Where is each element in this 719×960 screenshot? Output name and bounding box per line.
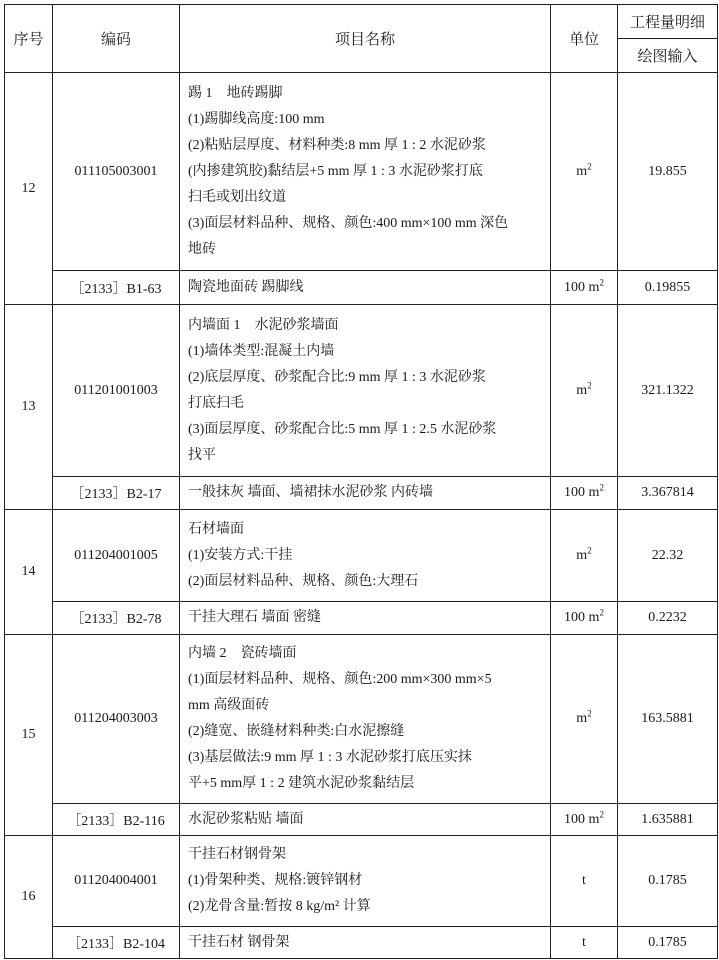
table-row-sub xyxy=(5,477,718,510)
code-cell: 011204004001 xyxy=(53,836,180,927)
description-cell xyxy=(180,510,551,602)
unit-superscript: 2 xyxy=(587,544,592,555)
code-cell: 011201001003 xyxy=(53,305,180,477)
code-cell: 011204003003 xyxy=(53,635,180,804)
table-row xyxy=(5,635,718,804)
unit-cell xyxy=(551,477,618,510)
quota-quantity-cell: 3.367814 xyxy=(618,477,718,510)
quota-quantity-cell: 0.2232 xyxy=(618,602,718,635)
header-qty-sub: 绘图输入 xyxy=(618,39,718,73)
description-line: (2)底层厚度、砂浆配合比:9 mm 厚 1 : 3 水泥砂浆 xyxy=(188,369,486,385)
quota-name-cell: 陶瓷地面砖 踢脚线 xyxy=(180,271,551,305)
description-cell xyxy=(180,836,551,927)
description-line: (3)面层材料品种、规格、颜色:400 mm×100 mm 深色 xyxy=(188,215,509,231)
description-line: 石材墙面 xyxy=(188,521,244,537)
quota-name-cell: 一般抹灰 墙面、墙裙抹水泥砂浆 内砖墙 xyxy=(180,477,551,510)
quota-code-cell: ［2133］B2-104 xyxy=(53,927,180,959)
unit-cell xyxy=(551,635,618,804)
unit-superscript: 2 xyxy=(599,808,604,819)
unit-text: m xyxy=(576,163,588,179)
table-row-sub xyxy=(5,271,718,305)
unit-text: t xyxy=(582,934,586,950)
unit-superscript: 2 xyxy=(587,160,592,171)
seq-cell: 14 xyxy=(5,510,53,635)
unit-cell xyxy=(551,804,618,836)
description-line: 踢 1 地砖踢脚 xyxy=(188,85,283,101)
unit-cell xyxy=(551,510,618,602)
quantity-table xyxy=(4,4,718,959)
unit-text: m xyxy=(576,711,588,726)
unit-superscript: 2 xyxy=(587,379,592,390)
unit-superscript: 2 xyxy=(599,276,604,287)
description-line: 地砖 xyxy=(188,241,216,257)
description-cell xyxy=(180,635,551,804)
unit-superscript: 2 xyxy=(599,607,604,618)
quota-name-cell: 干挂大理石 墙面 密缝 xyxy=(180,602,551,635)
quota-quantity-cell: 0.1785 xyxy=(618,927,718,959)
quota-code-cell: ［2133］B2-78 xyxy=(53,602,180,635)
quota-quantity-cell: 0.19855 xyxy=(618,271,718,305)
seq-cell: 16 xyxy=(5,836,53,959)
description-line: 扫毛或划出纹道 xyxy=(188,189,286,205)
description-line: (1)踢脚线高度:100 mm xyxy=(188,111,325,127)
header-name: 项目名称 xyxy=(180,5,551,73)
unit-text: m xyxy=(576,382,588,398)
table-header xyxy=(5,5,718,73)
description-line: (1)安装方式:干挂 xyxy=(188,547,293,563)
description-line: 干挂石材钢骨架 xyxy=(188,847,286,862)
description-line: 内墙 2 瓷砖墙面 xyxy=(188,646,297,661)
unit-text: m xyxy=(576,547,588,563)
header-seq: 序号 xyxy=(5,5,53,73)
description-cell xyxy=(180,305,551,477)
table-row-sub xyxy=(5,927,718,959)
description-line: (2)粘贴层厚度、材料种类:8 mm 厚 1 : 2 水泥砂浆 xyxy=(188,137,486,153)
unit-cell xyxy=(551,836,618,927)
header-qty-group: 工程量明细 xyxy=(618,5,718,39)
table-body xyxy=(5,73,718,959)
description-line: (2)龙骨含量:暂按 8 kg/m² 计算 xyxy=(188,899,371,914)
description-line: 内墙面 1 水泥砂浆墙面 xyxy=(188,317,339,333)
code-cell: 011105003001 xyxy=(53,73,180,271)
unit-superscript: 2 xyxy=(599,482,604,493)
description-line: mm 高级面砖 xyxy=(188,698,270,713)
unit-text: 100 m xyxy=(564,811,600,827)
quota-quantity-cell: 1.635881 xyxy=(618,804,718,836)
unit-cell xyxy=(551,73,618,271)
quantity-cell: 163.5881 xyxy=(618,635,718,804)
description-line: 打底扫毛 xyxy=(188,395,244,411)
header-unit: 单位 xyxy=(551,5,618,73)
table-row xyxy=(5,305,718,477)
description-cell xyxy=(180,73,551,271)
seq-cell: 13 xyxy=(5,305,53,510)
quantity-cell: 0.1785 xyxy=(618,836,718,927)
description-line: (1)面层材料品种、规格、颜色:200 mm×300 mm×5 xyxy=(188,672,492,687)
table-row xyxy=(5,836,718,927)
description-line: 找平 xyxy=(188,447,216,463)
seq-cell: 12 xyxy=(5,73,53,305)
description-line: (内掺建筑胶)黏结层+5 mm 厚 1 : 3 水泥砂浆打底 xyxy=(188,163,483,179)
seq-cell: 15 xyxy=(5,635,53,836)
unit-text: 100 m xyxy=(564,279,600,295)
description-line: (2)面层材料品种、规格、颜色:大理石 xyxy=(188,573,419,589)
quota-code-cell: ［2133］B2-116 xyxy=(53,804,180,836)
quantity-cell: 19.855 xyxy=(618,73,718,271)
description-line: (1)骨架种类、规格:镀锌钢材 xyxy=(188,873,363,888)
unit-text: 100 m xyxy=(564,485,600,500)
table-row-sub xyxy=(5,602,718,635)
description-line: (1)墙体类型:混凝土内墙 xyxy=(188,343,335,359)
description-line: (3)基层做法:9 mm 厚 1 : 3 水泥砂浆打底压实抹 xyxy=(188,750,472,765)
quantity-cell: 321.1322 xyxy=(618,305,718,477)
description-line: 平+5 mm厚 1 : 2 建筑水泥砂浆黏结层 xyxy=(188,776,415,791)
quota-name-cell: 干挂石材 钢骨架 xyxy=(180,927,551,959)
description-line: (2)缝宽、嵌缝材料种类:白水泥擦缝 xyxy=(188,724,405,739)
unit-text: t xyxy=(582,873,586,888)
unit-cell xyxy=(551,271,618,305)
quantity-cell: 22.32 xyxy=(618,510,718,602)
unit-superscript: 2 xyxy=(587,708,592,719)
quota-code-cell: ［2133］B1-63 xyxy=(53,271,180,305)
quota-name-cell: 水泥砂浆粘贴 墙面 xyxy=(180,804,551,836)
code-cell: 011204001005 xyxy=(53,510,180,602)
description-line: (3)面层厚度、砂浆配合比:5 mm 厚 1 : 2.5 水泥砂浆 xyxy=(188,421,497,437)
unit-cell xyxy=(551,927,618,959)
table-row xyxy=(5,510,718,602)
unit-cell xyxy=(551,305,618,477)
table-row xyxy=(5,73,718,271)
quota-code-cell: ［2133］B2-17 xyxy=(53,477,180,510)
table-row-sub xyxy=(5,804,718,836)
unit-text: 100 m xyxy=(564,610,600,625)
unit-cell xyxy=(551,602,618,635)
header-code: 编码 xyxy=(53,5,180,73)
